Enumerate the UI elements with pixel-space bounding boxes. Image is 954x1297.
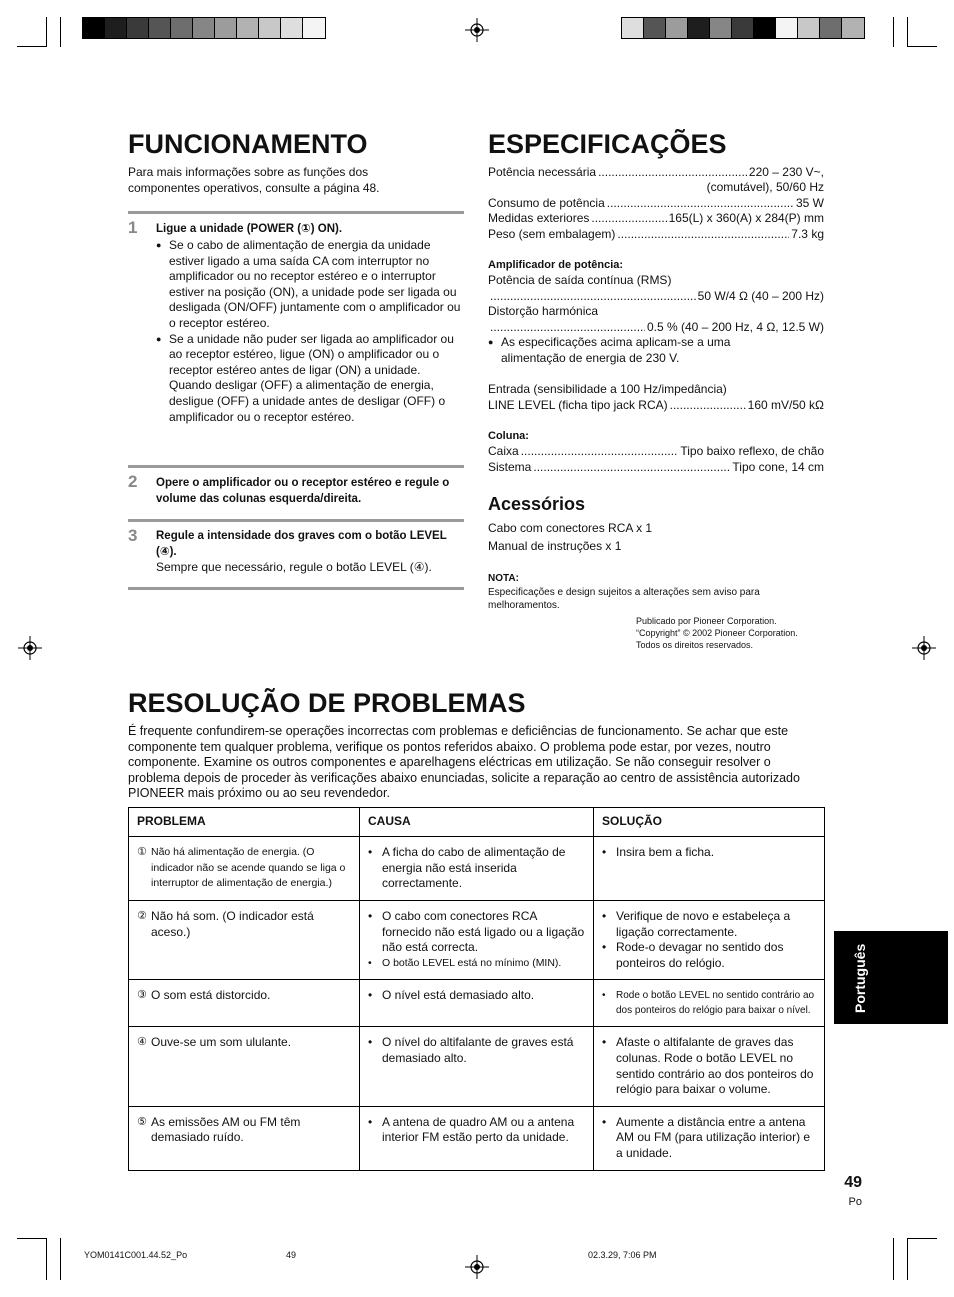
table-header: PROBLEMA: [129, 808, 360, 837]
color-swatch: [688, 18, 710, 38]
spec-value: 35 W: [795, 196, 824, 210]
color-swatch: [303, 18, 325, 38]
registration-mark-left-icon: [18, 636, 42, 660]
publisher-line: “Copyright” © 2002 Pioneer Corporation.: [636, 628, 798, 638]
spec-value: 7.3 kg: [791, 227, 824, 241]
funcionamento-intro: Para mais informações sobre as funções dos componentes operativos, consulte a página 48.: [128, 165, 380, 195]
spec-value: 220 – 230 V~,: [748, 165, 824, 179]
color-swatch: [127, 18, 149, 38]
footer-date: 02.3.29, 7:06 PM: [588, 1250, 657, 1260]
step-2-title: Opere o amplificador ou o receptor estéreo e regule o volume das colunas esquerda/direita.: [156, 477, 450, 505]
solution-item: • Verifique de novo e estabeleça a ligação correctamente.: [602, 909, 816, 940]
caixa-row: [488, 444, 824, 460]
step-1-bullet: ● Se o cabo de alimentação de energia da unidade estiver ligado a uma saída CA com interruptor no amplificador ou no receptor estéreo e o interruptor estiver na posição (ON), a unidade pode ser ligada ou desligada (ON/OFF) juntamente com o amplificador ou o receptor estéreo.: [156, 238, 461, 332]
troubleshooting-table: [128, 807, 825, 1171]
amp-note: [488, 335, 788, 366]
color-swatch: [732, 18, 754, 38]
amp-power-label: Potência de saída contínua (RMS): [488, 273, 672, 287]
registration-mark-top-icon: [465, 18, 489, 42]
color-swatch: [237, 18, 259, 38]
publisher-line: Publicado por Pioneer Corporation.: [636, 616, 777, 626]
spec-value: 160 mV/50 kΩ: [747, 398, 824, 412]
spec-label: Peso (sem embalagem): [488, 227, 616, 241]
page-number: 49: [844, 1174, 862, 1191]
spec-value: 165(L) x 360(A) x 284(P) mm: [668, 211, 824, 225]
solution-item: • Rode o botão LEVEL no sentido contrário ao dos ponteiros do relógio para baixar o nível.: [602, 988, 816, 1018]
spec-label: Caixa: [488, 444, 519, 458]
crop-mark-tr-v: [907, 17, 908, 47]
spec-value: Tipo cone, 14 cm: [732, 460, 824, 474]
step-1-bullet: ● Se a unidade não puder ser ligada ao amplificador ou ao receptor estéreo, ligue (ON) o amplificador ou o receptor estéreo antes de ligar (ON) a unidade. Quando desligar (OFF) a alimentação de energia, desligue (OFF) a unidade antes de desligar (OFF) o amplificador ou o receptor estéreo.: [156, 332, 461, 426]
table-header: SOLUÇÃO: [594, 808, 825, 837]
color-swatch: [842, 18, 864, 38]
crop-mark-tr-v2: [893, 17, 894, 47]
crop-mark-tr-h: [907, 46, 937, 47]
color-swatch: [149, 18, 171, 38]
color-swatch: [171, 18, 193, 38]
problem-text: As emissões AM ou FM têm demasiado ruído.: [151, 1114, 301, 1145]
step-3-title: Regule a intensidade dos graves com o botão LEVEL (④).: [156, 530, 447, 558]
spec-row-consumption: [488, 196, 824, 212]
step-3-rule: [128, 519, 464, 522]
spec-value: 50 W/4 Ω (40 – 200 Hz): [697, 289, 824, 303]
crop-mark-tl-h: [17, 46, 47, 47]
cause-item: • O nível do altifalante de graves está demasiado alto.: [368, 1035, 585, 1066]
footer-page: 49: [286, 1250, 297, 1260]
solution-item: • Aumente a distância entre a antena AM ou FM (para utilização interior) e a unidade.: [602, 1115, 816, 1162]
footer-file: YOM0141C001.44.52_Po: [84, 1250, 188, 1260]
crop-mark-br-h: [907, 1238, 937, 1239]
color-swatch: [666, 18, 688, 38]
amp-note-bullet: ● As especificações acima aplicam-se a uma alimentação de energia de 230 V.: [488, 335, 788, 366]
cause-item: • A antena de quadro AM ou a antena interior FM estão perto da unidade.: [368, 1115, 585, 1146]
color-swatch: [644, 18, 666, 38]
thd-row: [488, 320, 824, 336]
problem-text: Não há som. (O indicador está aceso.): [151, 909, 314, 939]
page-lang: Po: [848, 1196, 862, 1208]
spec-row-power-cont: [488, 180, 824, 196]
problem-number: ①: [137, 846, 147, 858]
color-swatch: [259, 18, 281, 38]
spec-row-weight: [488, 227, 824, 243]
problem-number: ③: [137, 989, 147, 1002]
solution-item: • Insira bem a ficha.: [602, 845, 816, 861]
spec-label: Sistema: [488, 460, 532, 474]
color-swatch: [105, 18, 127, 38]
color-swatch: [754, 18, 776, 38]
crop-mark-bl-v: [46, 1238, 47, 1280]
table-row: [129, 1106, 825, 1170]
acessorios-title: Acessórios: [488, 494, 586, 514]
sistema-row: [488, 460, 824, 476]
step-1-number: 1: [128, 218, 138, 237]
crop-mark-bl-h: [17, 1238, 47, 1239]
language-tab-label: Português: [852, 943, 868, 1013]
table-header-row: [129, 808, 825, 837]
color-swatch: [710, 18, 732, 38]
color-swatch: [83, 18, 105, 38]
color-swatch: [281, 18, 303, 38]
color-bar-left: [82, 17, 326, 39]
crop-mark-tl-v2: [60, 17, 61, 47]
spec-row-dimensions: [488, 211, 824, 227]
spec-label: LINE LEVEL (ficha tipo jack RCA): [488, 398, 668, 412]
crop-mark-br-v2: [893, 1238, 894, 1280]
acessorio-item: Manual de instruções x 1: [488, 539, 622, 553]
step-1-title: Ligue a unidade (POWER (①) ON).: [156, 223, 343, 235]
coluna-heading: Coluna:: [488, 430, 529, 442]
funcionamento-title: FUNCIONAMENTO: [128, 129, 368, 159]
especificacoes-title: ESPECIFICAÇÕES: [488, 129, 727, 159]
amp-heading: Amplificador de potência:: [488, 259, 624, 271]
problem-text: Ouve-se um som ululante.: [151, 1035, 292, 1050]
spec-label: Medidas exteriores: [488, 211, 590, 225]
color-swatch: [820, 18, 842, 38]
step-1-rule: [128, 211, 464, 214]
solution-item: • Afaste o altifalante de graves das colunas. Rode o botão LEVEL no sentido contrário ao dos ponteiros do relógio para baixar o volume.: [602, 1035, 816, 1097]
color-swatch: [193, 18, 215, 38]
step-3-number: 3: [128, 526, 138, 545]
input-label: Entrada (sensibilidade a 100 Hz/impedância): [488, 382, 727, 396]
cause-item: • O botão LEVEL está no mínimo (MIN).: [368, 956, 585, 972]
cause-item: • O nível está demasiado alto.: [368, 988, 585, 1004]
spec-label: Consumo de potência: [488, 196, 605, 210]
language-tab: [834, 931, 948, 1024]
problem-number: ⑤: [137, 1115, 147, 1128]
step-1-bullets: [156, 238, 461, 425]
resolucao-intro: É frequente confundirem-se operações incorrectas com problemas e deficiências de funcionamento. Se achar que este componente tem qualquer problema, verifique os pontos referidos abaixo. O problema pode estar, por vezes, noutro componente. Examine os outros componentes e aparelhagens eléctricas em utilização. Se não conseguir resolver o problema depois de proceder às verificações abaixo enunciadas, solicite a reparação ao centro de assistência autorizado PIONEER mais próximo ou ao seu revendedor.: [128, 724, 800, 801]
step-2-rule: [128, 465, 464, 468]
color-swatch: [776, 18, 798, 38]
problem-text: O som está distorcido.: [151, 988, 271, 1003]
thd-label: Distorção harmónica: [488, 304, 599, 318]
color-swatch: [622, 18, 644, 38]
spec-value: (comutável), 50/60 Hz: [706, 180, 824, 194]
table-row: [129, 1027, 825, 1106]
resolucao-title: RESOLUÇÃO DE PROBLEMAS: [128, 688, 526, 718]
spec-label: Potência necessária: [488, 165, 597, 179]
cause-item: • A ficha do cabo de alimentação de energia não está inserida correctamente.: [368, 845, 585, 892]
problem-text: Não há alimentação de energia. (O indicador não se acende quando se liga o interruptor de alimentação de energia.): [151, 846, 346, 890]
crop-mark-br-v: [907, 1238, 908, 1280]
registration-mark-bottom-icon: [465, 1255, 489, 1279]
crop-mark-bl-v2: [60, 1238, 61, 1280]
table-row: [129, 980, 825, 1027]
acessorio-item: Cabo com conectores RCA x 1: [488, 521, 653, 535]
nota-heading: NOTA:: [488, 573, 519, 584]
color-swatch: [215, 18, 237, 38]
table-header: CAUSA: [360, 808, 594, 837]
spec-value: Tipo baixo reflexo, de chão: [680, 444, 824, 458]
problem-number: ④: [137, 1036, 147, 1049]
cause-item: • O cabo com conectores RCA fornecido não está ligado ou a ligação não está correcta.: [368, 909, 585, 956]
table-row: [129, 837, 825, 901]
amp-power-row: [488, 289, 824, 305]
spec-value: 0.5 % (40 – 200 Hz, 4 Ω, 12.5 W): [646, 320, 824, 334]
step-end-rule: [128, 587, 464, 590]
step-2-number: 2: [128, 472, 138, 491]
color-bar-right: [621, 17, 865, 39]
step-3-note: Sempre que necessário, regule o botão LEVEL (④).: [156, 560, 432, 574]
table-row: [129, 901, 825, 980]
solution-item: • Rode-o devagar no sentido dos ponteiros do relógio.: [602, 940, 816, 971]
spec-row-power: [488, 165, 824, 181]
line-level-row: [488, 398, 824, 414]
color-swatch: [798, 18, 820, 38]
registration-mark-right-icon: [912, 636, 936, 660]
publisher-line: Todos os direitos reservados.: [636, 640, 754, 650]
crop-mark-tl-v: [46, 17, 47, 47]
nota-text: Especificações e design sujeitos a alterações sem aviso para melhoramentos.: [488, 587, 760, 611]
problem-number: ②: [137, 910, 147, 922]
